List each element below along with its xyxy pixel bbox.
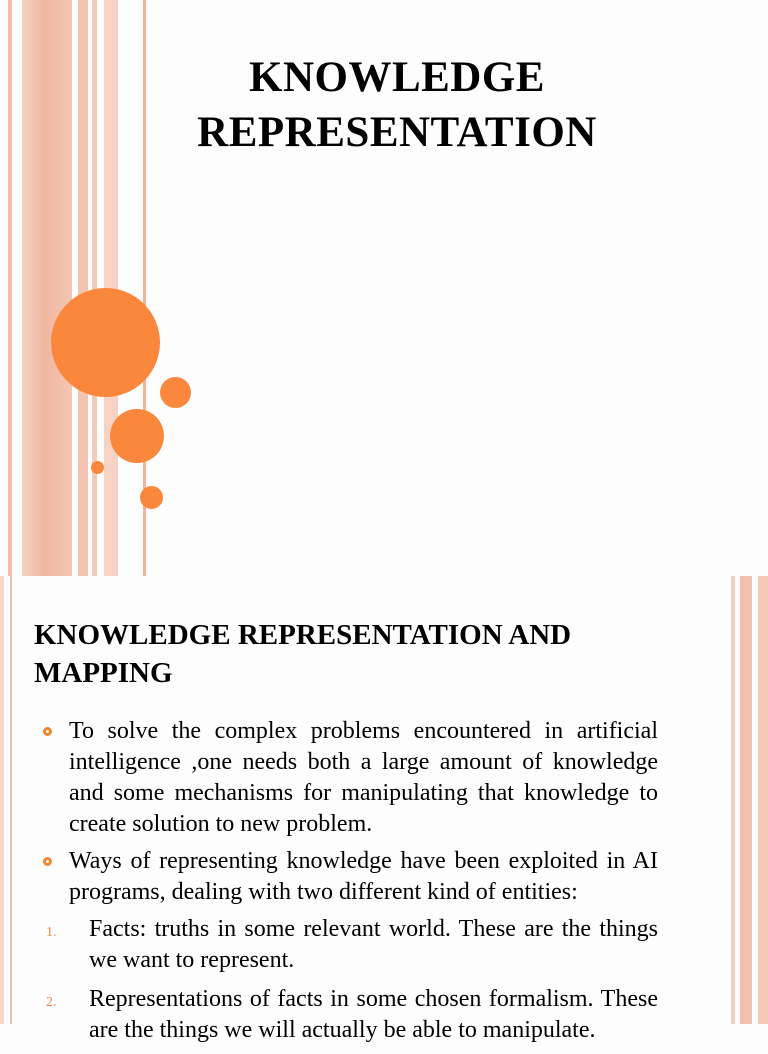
decorative-circle-small <box>140 486 163 509</box>
content-list <box>34 716 658 1054</box>
slide-heading-line: MAPPING <box>34 657 173 689</box>
list-item <box>34 716 658 840</box>
decorative-circle-tiny <box>91 461 104 474</box>
decorative-stripe <box>78 0 88 576</box>
list-item-text: Ways of representing knowledge have been exploited in AI programs, dealing with two different kind of entities: <box>69 848 658 905</box>
decorative-stripe <box>731 576 735 1024</box>
hollow-circle-bullet-icon <box>43 727 52 736</box>
list-item <box>34 846 658 908</box>
slide-heading <box>34 616 674 692</box>
decorative-circle-medium <box>110 409 164 463</box>
content-slide <box>0 576 768 1043</box>
item-number: 2. <box>46 995 57 1010</box>
decorative-stripe <box>22 0 72 576</box>
numbered-item <box>34 914 658 976</box>
numbered-item-text: Facts: truths in some relevant world. These are the things we want to represent. <box>89 916 658 973</box>
decorative-stripe <box>0 576 4 1024</box>
slide-title-line: KNOWLEDGE <box>249 54 545 101</box>
decorative-stripe <box>758 576 768 1024</box>
numbered-item <box>34 984 658 1046</box>
decorative-stripe <box>10 576 12 1024</box>
decorative-circle-large <box>51 288 160 397</box>
numbered-item-text: Representations of facts in some chosen formalism. These are the things we will actually be able to manipulate. <box>89 986 658 1043</box>
decorative-stripe <box>8 0 12 576</box>
slide-heading-line: KNOWLEDGE REPRESENTATION AND <box>34 619 572 651</box>
decorative-stripe <box>740 576 752 1024</box>
list-item-text: To solve the complex problems encountered in artificial intelligence ,one needs both a large amount of knowledge and some mechanisms for manipulating that knowledge to create solution to new problem. <box>69 718 658 837</box>
hollow-circle-bullet-icon <box>43 857 52 866</box>
slide-title-line: REPRESENTATION <box>197 109 597 156</box>
slide-title <box>150 50 644 160</box>
decorative-circle-small <box>160 377 191 408</box>
item-number: 1. <box>46 925 57 940</box>
